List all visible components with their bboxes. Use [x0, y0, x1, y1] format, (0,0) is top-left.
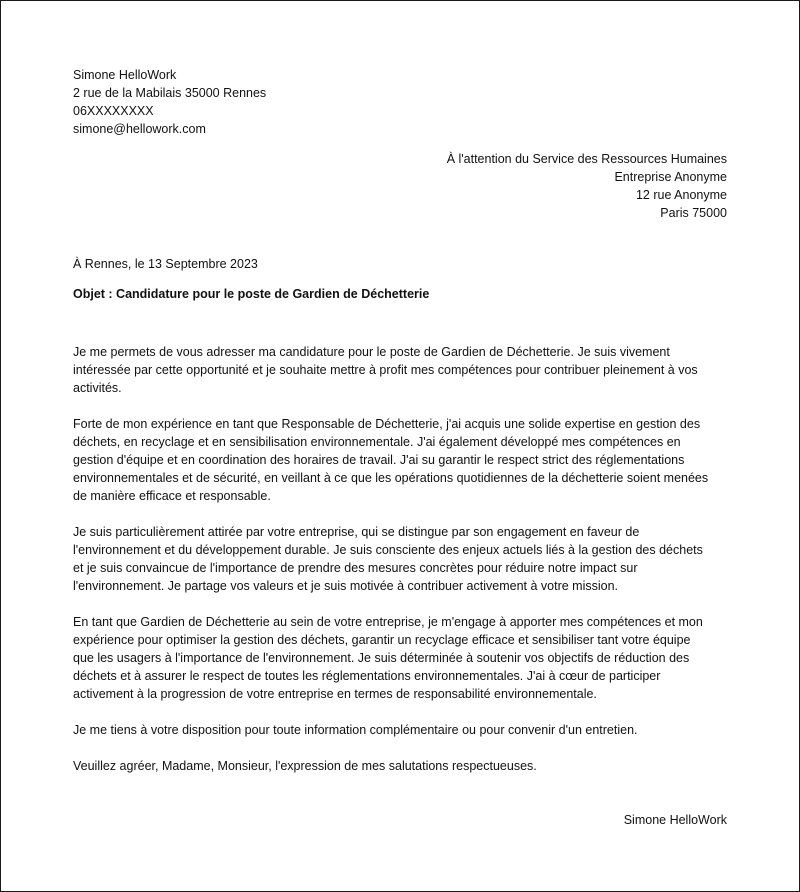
- paragraph-2: [73, 415, 729, 505]
- paragraph-line: Je me permets de vous adresser ma candidature pour le poste de Gardien de Déchetterie. Je suis vivement: [73, 345, 670, 359]
- sender-address: 2 rue de la Mabilais 35000 Rennes: [73, 86, 267, 100]
- date-line: À Rennes, le 13 Septembre 2023: [73, 257, 258, 271]
- subject-line: Objet : Candidature pour le poste de Gardien de Déchetterie: [73, 287, 430, 301]
- recipient-attention: À l'attention du Service des Ressources Humaines: [446, 152, 727, 166]
- paragraph-line: environnementales et de sécurité, en veillant à ce que les opérations quotidiennes de la déchetterie soient menées: [73, 471, 709, 485]
- paragraph-line: de manière efficace et responsable.: [73, 489, 271, 503]
- paragraph-line: et je suis convaincue de l'importance de prendre des mesures concrètes pour réduire notre impact sur: [73, 561, 638, 575]
- paragraph-4: [73, 613, 729, 703]
- paragraph-line: Veuillez agréer, Madame, Monsieur, l'expression de mes salutations respectueuses.: [73, 759, 537, 773]
- paragraph-line: l'environnement et du développement durable. Je suis consciente des enjeux actuels liés à la gestion des déchets: [73, 543, 703, 557]
- letter-body: [73, 343, 729, 793]
- paragraph-5: [73, 721, 729, 739]
- paragraph-line: expérience pour optimiser la gestion des déchets, garantir un recyclage efficace et sensibiliser tant votre équipe: [73, 633, 691, 647]
- paragraph-line: déchets et à assurer le respect de toutes les réglementations environnementales. J'ai à cœur de participer: [73, 669, 661, 683]
- sender-block: [73, 66, 266, 138]
- recipient-block: [447, 150, 727, 222]
- sender-email: simone@hellowork.com: [73, 122, 206, 136]
- sender-name: Simone HelloWork: [73, 68, 177, 82]
- paragraph-line: gestion d'équipe et en coordination des horaires de travail. J'ai su garantir le respect strict des réglementations: [73, 453, 685, 467]
- paragraph-line: déchets, en recyclage et en sensibilisation environnementale. J'ai également développé mes compétences en: [73, 435, 681, 449]
- recipient-street: 12 rue Anonyme: [635, 188, 727, 202]
- sender-phone: 06XXXXXXXX: [73, 104, 154, 118]
- paragraph-1: [73, 343, 729, 397]
- paragraph-line: activement à la progression de votre entreprise en termes de responsabilité environnementale.: [73, 687, 597, 701]
- paragraph-line: intéressée par cette opportunité et je souhaite mettre à profit mes compétences pour contribuer pleinement à vos: [73, 363, 698, 377]
- recipient-company: Entreprise Anonyme: [614, 170, 727, 184]
- recipient-city: Paris 75000: [660, 206, 727, 220]
- paragraph-line: Je suis particulièrement attirée par votre entreprise, qui se distingue par son engagement en faveur de: [73, 525, 640, 539]
- paragraph-line: que les usagers à l'importance de l'environnement. Je suis déterminée à soutenir vos objectifs de réduction des: [73, 651, 690, 665]
- signature: Simone HelloWork: [623, 813, 727, 827]
- paragraph-6: [73, 757, 729, 775]
- paragraph-line: l'environnement. Je partage vos valeurs et je suis motivée à contribuer activement à votre mission.: [73, 579, 619, 593]
- paragraph-line: En tant que Gardien de Déchetterie au sein de votre entreprise, je m'engage à apporter mes compétences et mon: [73, 615, 703, 629]
- paragraph-line: Je me tiens à votre disposition pour toute information complémentaire ou pour convenir d'un entretien.: [73, 723, 638, 737]
- paragraph-line: activités.: [73, 381, 122, 395]
- paragraph-line: Forte de mon expérience en tant que Responsable de Déchetterie, j'ai acquis une solide expertise en gestion des: [73, 417, 701, 431]
- paragraph-3: [73, 523, 729, 595]
